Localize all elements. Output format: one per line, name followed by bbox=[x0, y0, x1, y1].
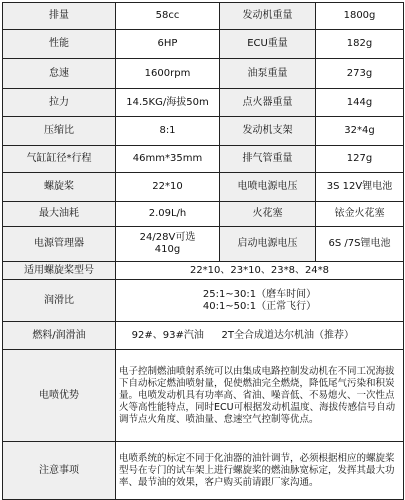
engine-spec-table bbox=[2, 2, 404, 500]
fuel-row bbox=[3, 322, 404, 350]
spec-value: 273g bbox=[316, 59, 404, 89]
fuel-value-gasoline: 92#、93#汽油 bbox=[116, 322, 220, 350]
spec-row bbox=[3, 59, 404, 89]
spec-label: 油泵重量 bbox=[220, 59, 316, 89]
spec-label: 发动机重量 bbox=[220, 3, 316, 30]
spec-value: 58cc bbox=[116, 3, 220, 30]
spec-value: 22*10 bbox=[116, 173, 220, 202]
lubrication-label: 润滑比 bbox=[3, 280, 116, 322]
fuel-label: 燃料/润滑油 bbox=[3, 322, 116, 350]
spec-label: 排气管重量 bbox=[220, 146, 316, 173]
notes-label: 注意事项 bbox=[3, 442, 116, 500]
spec-value: 1600rpm bbox=[116, 59, 220, 89]
spec-label: 螺旋桨 bbox=[3, 173, 116, 202]
advantages-row bbox=[3, 350, 404, 442]
spec-value: 3S 12V锂电池 bbox=[316, 173, 404, 202]
spec-value: 14.5KG/海拔50m bbox=[116, 89, 220, 117]
propeller-row bbox=[3, 262, 404, 280]
spec-value: 127g bbox=[316, 146, 404, 173]
spec-label: 排量 bbox=[3, 3, 116, 30]
spec-value: 8:1 bbox=[116, 117, 220, 146]
spec-value: 32*4g bbox=[316, 117, 404, 146]
spec-label: 拉力 bbox=[3, 89, 116, 117]
spec-value: 46mm*35mm bbox=[116, 146, 220, 173]
spec-row bbox=[3, 146, 404, 173]
spec-label: 发动机支架 bbox=[220, 117, 316, 146]
spec-value: 1800g bbox=[316, 3, 404, 30]
spec-row bbox=[3, 89, 404, 117]
notes-row bbox=[3, 442, 404, 500]
spec-label: 火花塞 bbox=[220, 202, 316, 227]
spec-label: 性能 bbox=[3, 30, 116, 59]
lubrication-row bbox=[3, 280, 404, 322]
spec-value: 6HP bbox=[116, 30, 220, 59]
spec-label: 怠速 bbox=[3, 59, 116, 89]
spec-label: 最大油耗 bbox=[3, 202, 116, 227]
spec-row bbox=[3, 202, 404, 227]
advantages-text: 电子控制燃油喷射系统可以由集成电路控制发动机在不同工况海拔下自动标定燃油喷射量，促使燃油完全燃烧，降低尾气污染和积炭量。电喷发动机具有功率高、省油、噪音低、不易熄火、一次性点火等高性能特点，同时ECU可根据发动机温度、海拔传感信号自动调节点火角度、喷油量、怠速空气控制等优点。 bbox=[116, 350, 404, 442]
spec-value: 24/28V可选 410g bbox=[116, 227, 220, 262]
notes-text: 电喷系统的标定不同于化油器的油针调节，必须根据相应的螺旋桨型号在专门的试车架上进行螺旋桨的燃油脉宽标定，发挥其最大功率、最节油的效果，客户购买前请跟厂家沟通。 bbox=[116, 442, 404, 500]
propeller-label: 适用螺旋桨型号 bbox=[3, 262, 116, 280]
spec-label: 启动电源电压 bbox=[220, 227, 316, 262]
spec-row bbox=[3, 30, 404, 59]
spec-value: 2.09L/h bbox=[116, 202, 220, 227]
propeller-value: 22*10、23*10、23*8、24*8 bbox=[116, 262, 404, 280]
spec-value: 铱金火花塞 bbox=[316, 202, 404, 227]
lubrication-value: 25:1~30:1（磨车时间） 40:1~50:1（正常飞行） bbox=[116, 280, 404, 322]
spec-label: 电源管理器 bbox=[3, 227, 116, 262]
spec-label: ECU重量 bbox=[220, 30, 316, 59]
spec-row bbox=[3, 173, 404, 202]
spec-label: 电喷电源电压 bbox=[220, 173, 316, 202]
spec-row bbox=[3, 117, 404, 146]
spec-row bbox=[3, 227, 404, 262]
spec-value: 144g bbox=[316, 89, 404, 117]
spec-label: 压缩比 bbox=[3, 117, 116, 146]
spec-label: 点火器重量 bbox=[220, 89, 316, 117]
spec-value: 182g bbox=[316, 30, 404, 59]
advantages-label: 电喷优势 bbox=[3, 350, 116, 442]
fuel-value-oil: 2T全合成道达尔机油（推荐） bbox=[220, 322, 404, 350]
spec-row bbox=[3, 3, 404, 30]
spec-label: 气缸缸径*行程 bbox=[3, 146, 116, 173]
spec-value: 6S /7S锂电池 bbox=[316, 227, 404, 262]
